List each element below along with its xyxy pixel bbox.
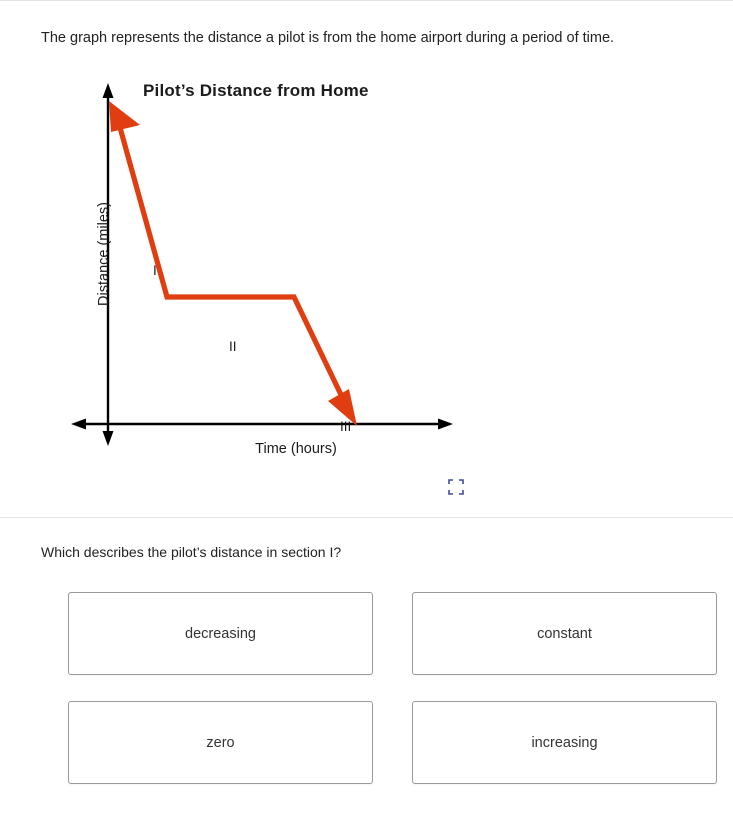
choice-option[interactable]: constant [412, 592, 717, 675]
y-axis-arrow-down [103, 431, 114, 446]
expand-icon[interactable] [447, 478, 465, 496]
segment-label-3: III [340, 419, 352, 434]
section-divider [0, 517, 733, 518]
curve-start-arrow [109, 101, 140, 132]
choice-row [68, 701, 718, 784]
choice-option[interactable]: decreasing [68, 592, 373, 675]
choice-option[interactable]: increasing [412, 701, 717, 784]
x-axis-arrow-right [438, 419, 453, 430]
segment-label-2: II [229, 339, 237, 354]
chart-figure [41, 71, 691, 491]
x-axis-label: Time (hours) [255, 441, 337, 457]
choice-option[interactable]: zero [68, 701, 373, 784]
x-axis-arrow-left [71, 419, 86, 430]
y-axis-label: Distance (miles) [96, 202, 112, 306]
chart-title: Pilot’s Distance from Home [143, 81, 369, 100]
distance-curve [116, 113, 344, 401]
choice-row [68, 592, 718, 675]
segment-label-1: I [153, 263, 157, 278]
question-text: Which describes the pilot’s distance in section I? [41, 544, 342, 560]
answer-choices [68, 592, 718, 810]
y-axis-arrow-up [103, 83, 114, 98]
stem-text: The graph represents the distance a pilot is from the home airport during a period of time. [41, 30, 615, 46]
